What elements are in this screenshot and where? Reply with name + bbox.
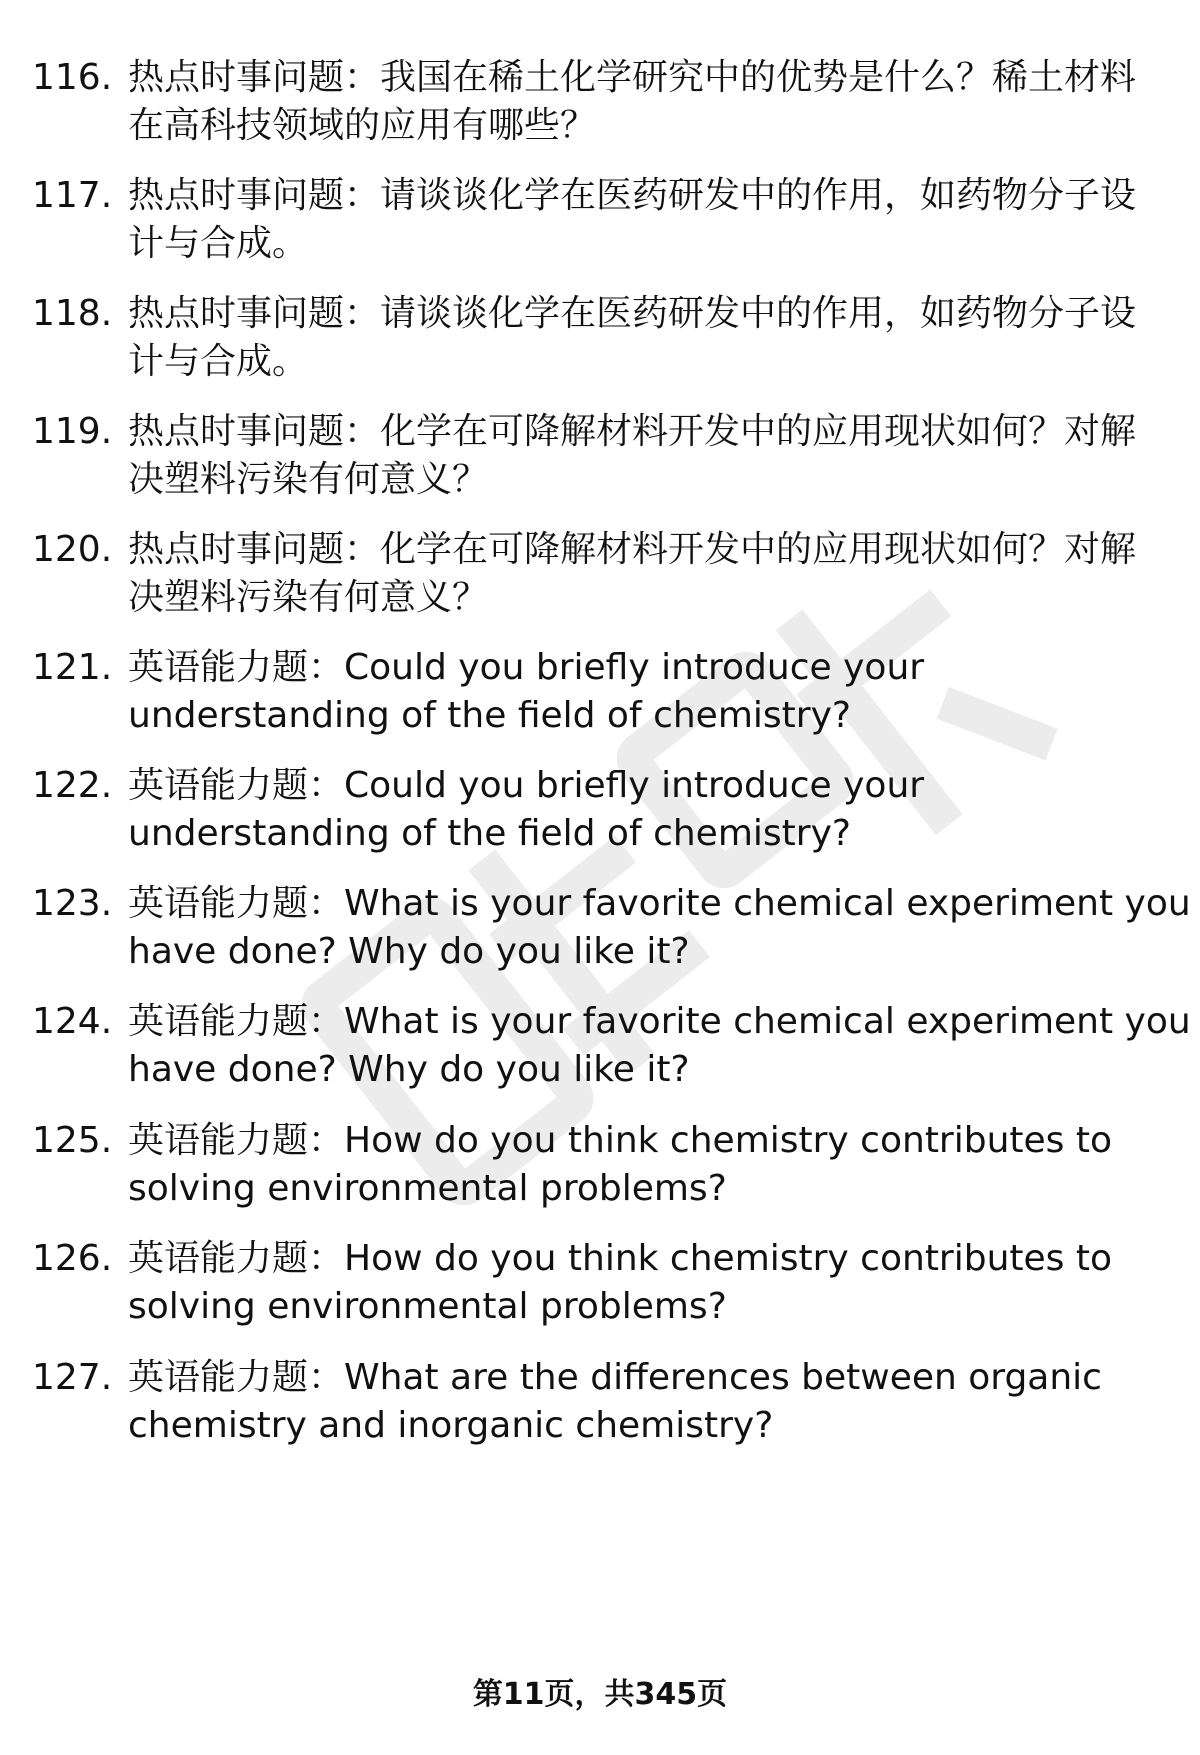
question-number: 122. — [32, 765, 113, 806]
list-item — [0, 1354, 1200, 1464]
question-text-line: have done? Why do you like it? — [128, 931, 690, 972]
list-item — [0, 54, 1200, 164]
question-text-line: 热点时事问题：我国在稀土化学研究中的优势是什么？稀土材料 — [128, 57, 1137, 98]
question-text — [128, 290, 1158, 386]
question-text-line: have done? Why do you like it? — [128, 1049, 690, 1090]
question-text-line: 计与合成。 — [128, 341, 309, 382]
list-item — [0, 880, 1200, 990]
question-text — [128, 54, 1158, 150]
question-text-line: solving environmental problems? — [128, 1168, 727, 1209]
question-text-line: 决塑料污染有何意义？ — [128, 459, 489, 500]
question-text-line: chemistry and inorganic chemistry? — [128, 1405, 774, 1446]
question-text-line: understanding of the field of chemistry? — [128, 813, 851, 854]
list-item — [0, 290, 1200, 400]
question-text-line: understanding of the field of chemistry? — [128, 695, 851, 736]
page-indicator: 第11页，共345页 — [472, 1677, 728, 1712]
question-text-line: 英语能力题：What is your favorite chemical experiment you — [128, 883, 1191, 924]
question-text — [128, 644, 1158, 740]
list-item — [0, 1235, 1200, 1345]
question-text-line: solving environmental problems? — [128, 1286, 727, 1327]
question-text-line: 英语能力题：How do you think chemistry contributes to — [128, 1120, 1113, 1161]
question-number: 117. — [32, 175, 113, 216]
question-number: 118. — [32, 293, 113, 334]
list-item — [0, 526, 1200, 636]
question-text-line: 计与合成。 — [128, 223, 309, 264]
question-text — [128, 1235, 1158, 1331]
question-number: 116. — [32, 57, 113, 98]
question-number: 120. — [32, 529, 113, 570]
question-text — [128, 1354, 1158, 1450]
question-number: 119. — [32, 411, 113, 452]
question-text — [128, 998, 1191, 1094]
question-text — [128, 408, 1158, 504]
question-number: 126. — [32, 1238, 113, 1279]
list-item — [0, 172, 1200, 282]
question-number: 124. — [32, 1001, 113, 1042]
question-text-line: 英语能力题：How do you think chemistry contributes to — [128, 1238, 1113, 1279]
question-number: 125. — [32, 1120, 113, 1161]
question-number: 121. — [32, 647, 113, 688]
list-item — [0, 644, 1200, 754]
list-item — [0, 408, 1200, 518]
question-text — [128, 1117, 1158, 1213]
question-text-line: 热点时事问题：请谈谈化学在医药研发中的作用，如药物分子设 — [128, 293, 1137, 334]
question-text-line: 决塑料污染有何意义？ — [128, 577, 489, 618]
list-item — [0, 762, 1200, 872]
question-text — [128, 172, 1158, 268]
question-text-line: 英语能力题：What are the differences between organic — [128, 1357, 1102, 1398]
question-text-line: 在高科技领域的应用有哪些？ — [128, 105, 597, 146]
question-text-line: 英语能力题：Could you briefly introduce your — [128, 647, 925, 688]
question-text-line: 热点时事问题：请谈谈化学在医药研发中的作用，如药物分子设 — [128, 175, 1137, 216]
question-text-line: 英语能力题：What is your favorite chemical experiment you — [128, 1001, 1191, 1042]
question-text-line: 热点时事问题：化学在可降解材料开发中的应用现状如何？对解 — [128, 411, 1137, 452]
question-text — [128, 526, 1158, 622]
question-text — [128, 762, 1158, 858]
list-item — [0, 998, 1200, 1108]
question-number: 127. — [32, 1357, 113, 1398]
question-number: 123. — [32, 883, 113, 924]
list-item — [0, 1117, 1200, 1227]
question-text-line: 热点时事问题：化学在可降解材料开发中的应用现状如何？对解 — [128, 529, 1137, 570]
question-text — [128, 880, 1191, 976]
question-text-line: 英语能力题：Could you briefly introduce your — [128, 765, 925, 806]
